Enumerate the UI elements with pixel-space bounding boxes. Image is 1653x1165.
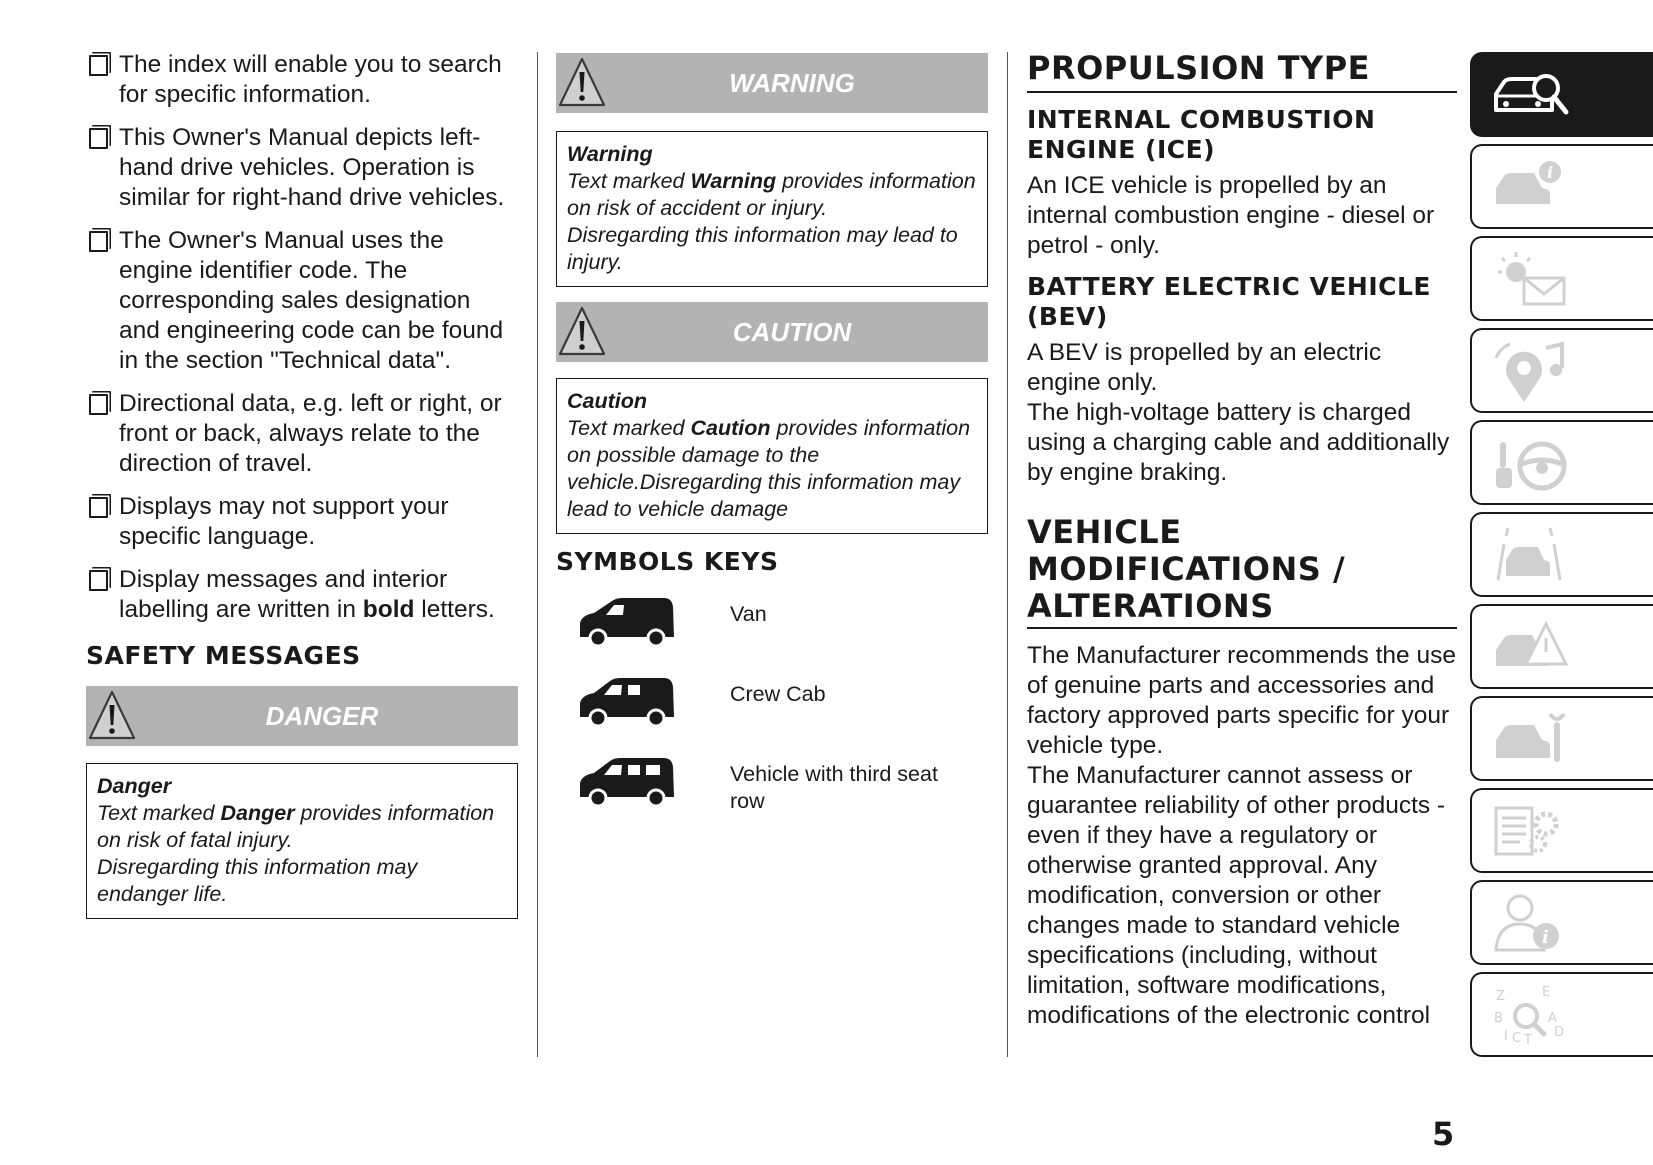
warning-banner-label: WARNING [729,68,855,98]
checkbox-bullet-icon [89,394,108,415]
tab-emergency[interactable] [1470,604,1653,689]
car-maintenance-icon [1490,708,1572,770]
column-1 [86,50,518,919]
warning-banner [556,53,988,113]
tab-getting-to-know[interactable] [1470,52,1653,137]
tab-technical-data[interactable] [1470,788,1653,873]
list-item: Displays may not support your specific language. [86,492,518,552]
danger-title: Danger [97,774,172,798]
list-item: This Owner's Manual depicts left-hand drive vehicles. Operation is similar for right-hand drive vehicles. [86,123,518,213]
technical-data-icon [1490,800,1572,862]
checkbox-bullet-icon [89,231,108,252]
svg-text:C: C [1512,1031,1522,1046]
column-divider [1007,52,1008,1057]
modifications-text: The Manufacturer recommends the use of genuine parts and accessories and factory approved parts specific for your vehicle type. [1027,642,1456,759]
modifications-text-2: The Manufacturer cannot assess or guarantee reliability of other products - even if they have a regulatory or otherwise granted approval. Any modification, conversion or other changes made to standard vehicle specifications (including, without limitation, software modifications, modifications of the electronic control [1027,762,1446,1029]
symbol-label: Van [730,602,767,626]
tab-index[interactable] [1470,972,1653,1057]
van-icon [576,595,676,647]
danger-banner-label: DANGER [265,701,379,731]
tab-starting-driving[interactable] [1470,420,1653,505]
checkbox-bullet-icon [89,497,108,518]
list-item: Display messages and interior labelling are written in bold letters. [86,565,518,625]
caution-title: Caution [567,389,648,413]
column-3 [1027,50,1457,1031]
checkbox-bullet-icon [89,128,108,149]
svg-text:T: T [1524,1033,1532,1046]
propulsion-type-heading: PROPULSION TYPE [1027,50,1457,93]
svg-text:Z: Z [1496,989,1505,1004]
symbols-keys-heading: SYMBOLS KEYS [556,547,779,576]
page-number: 5 [1432,1115,1455,1153]
svg-text:A: A [1548,1011,1557,1026]
caution-banner-label: CAUTION [732,317,852,347]
index-search-icon [1490,984,1572,1046]
tab-driving-assist[interactable] [1470,512,1653,597]
tab-car-info[interactable] [1470,144,1653,229]
symbol-label: Vehicle with third seat row [730,762,938,813]
car-emergency-icon [1490,616,1572,678]
list-item [556,755,988,835]
svg-text:D: D [1554,1025,1565,1040]
tab-maintenance[interactable] [1470,696,1653,781]
location-music-icon [1490,340,1572,402]
tab-multimedia[interactable] [1470,328,1653,413]
tab-warning-lights[interactable] [1470,236,1653,321]
danger-banner [86,686,518,746]
ice-heading: INTERNAL COMBUSTION ENGINE (ICE) [1027,105,1376,164]
svg-text:B: B [1494,1011,1503,1026]
third-seat-row-icon [576,755,676,807]
user-info-icon [1490,892,1572,954]
tab-user-info[interactable] [1470,880,1653,965]
svg-text:i: i [1542,927,1549,948]
list-item: The index will enable you to search for specific information. [86,50,518,110]
svg-text:i: i [1547,163,1554,182]
warning-light-message-icon [1490,248,1572,310]
warning-notice: Warning Text marked Warning provides information on risk of accident or injury. Disregarding this information may lead to injury. [556,131,988,287]
list-item [556,675,988,755]
column-divider [537,52,538,1057]
vehicle-modifications-heading: VEHICLE MODIFICATIONS / ALTERATIONS [1027,514,1457,629]
list-item: The Owner's Manual uses the engine identifier code. The corresponding sales designation and engineering code can be found in the section "Technical data". [86,226,518,376]
safety-messages-heading: SAFETY MESSAGES [86,641,361,670]
checkbox-bullet-icon [89,55,108,76]
bev-text-2: The high-voltage battery is charged using a charging cable and additionally by engine braking. [1027,399,1450,486]
car-info-icon [1490,156,1572,218]
crew-cab-icon [576,675,676,727]
checkbox-bullet-icon [89,570,108,591]
danger-notice: Danger Text marked Danger provides information on risk of fatal injury. Disregarding this information may endanger life. [86,763,518,919]
svg-text:I: I [1504,1029,1508,1044]
caution-banner [556,302,988,362]
column-2 [556,50,988,835]
caution-notice: Caution Text marked Caution provides information on possible damage to the vehicle.Disregarding this information may lead to vehicle damage [556,378,988,534]
car-search-icon [1490,64,1572,126]
symbols-list [556,595,988,835]
bev-heading: BATTERY ELECTRIC VEHICLE (BEV) [1027,272,1432,331]
warning-title: Warning [567,142,653,166]
driving-assist-icon [1490,524,1572,586]
steering-wheel-icon [1490,432,1572,494]
list-item: Directional data, e.g. left or right, or front or back, always relate to the direction of travel. [86,389,518,479]
bev-text: A BEV is propelled by an electric engine only. [1027,339,1382,396]
symbol-label: Crew Cab [730,682,826,706]
list-item [556,595,988,675]
svg-text:E: E [1542,985,1551,1000]
ice-text: An ICE vehicle is propelled by an internal combustion engine - diesel or petrol - only. [1027,172,1435,259]
